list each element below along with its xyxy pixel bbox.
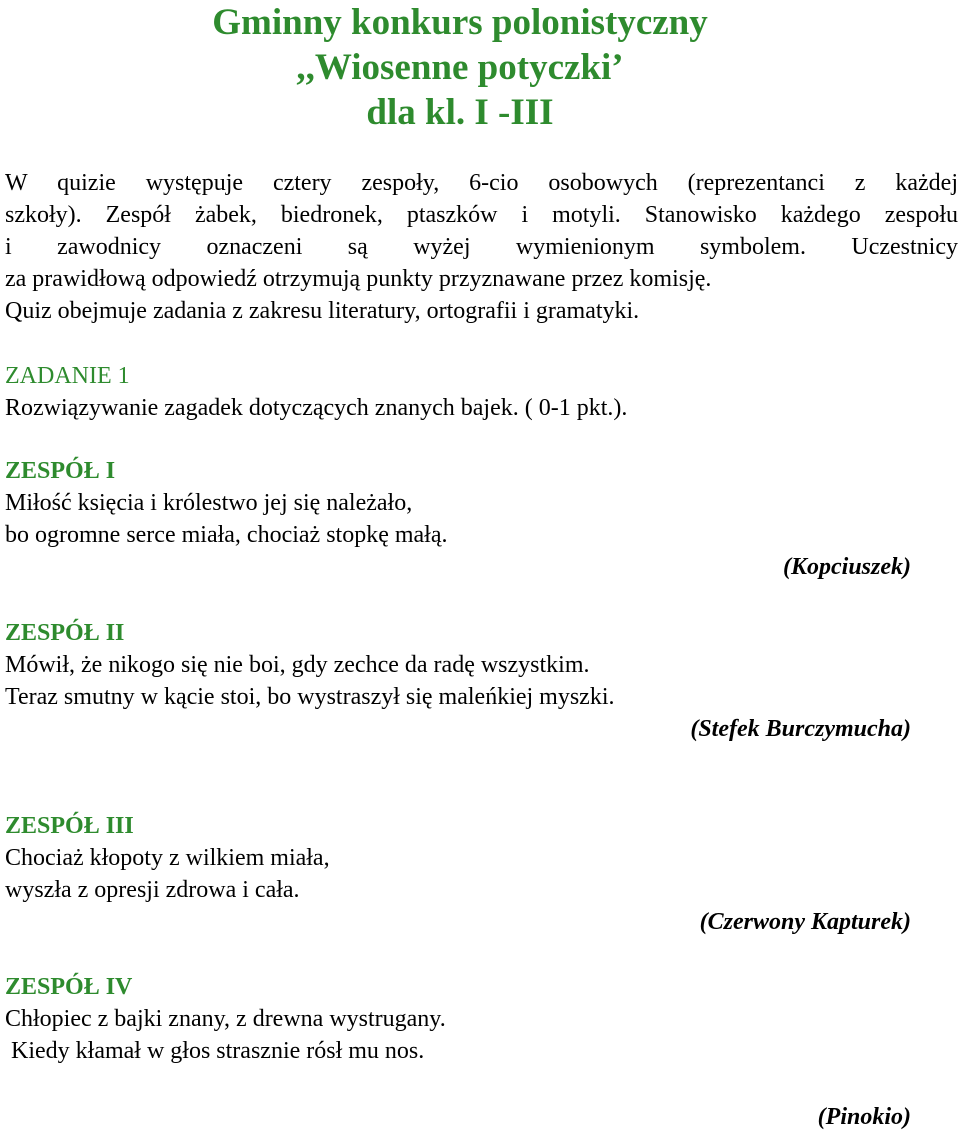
team-heading: ZESPÓŁ I <box>5 458 116 484</box>
team-section-1 <box>5 455 960 583</box>
team-section-3 <box>5 810 960 938</box>
team-heading: ZESPÓŁ III <box>5 813 134 839</box>
riddle-line: bo ogromne serce miała, chociaż stopkę małą. <box>5 522 448 548</box>
riddle-line: Miłość księcia i królestwo jej się należało, <box>5 490 413 516</box>
intro-line: i zawodnicy oznaczeni są wyżej wymienionym symbolem. Uczestnicy <box>5 234 958 260</box>
riddle-line: Chociaż kłopoty z wilkiem miała, <box>5 845 330 871</box>
title-line-3: dla kl. I -III <box>366 92 554 133</box>
intro-paragraph <box>5 167 958 327</box>
task-heading: ZADANIE 1 <box>5 363 130 389</box>
intro-line: Quiz obejmuje zadania z zakresu literatury, ortografii i gramatyki. <box>5 298 640 324</box>
riddle-line: Kiedy kłamał w głos strasznie rósł mu nos. <box>5 1038 425 1064</box>
team-section-2 <box>5 617 960 745</box>
riddle-line: Chłopiec z bajki znany, z drewna wystrugany. <box>5 1006 446 1032</box>
riddle-line: Teraz smutny w kącie stoi, bo wystraszył się maleńkiej myszki. <box>5 684 615 710</box>
team-heading: ZESPÓŁ II <box>5 620 125 646</box>
riddle-line: Mówił, że nikogo się nie boi, gdy zechce da radę wszystkim. <box>5 652 590 678</box>
intro-line: za prawidłową odpowiedź otrzymują punkty przyznawane przez komisję. <box>5 266 712 292</box>
riddle-line: wyszła z opresji zdrowa i cała. <box>5 877 300 903</box>
riddle-answer: (Pinokio) <box>817 1104 911 1130</box>
intro-line: szkoły). Zespół żabek, biedronek, ptaszków i motyli. Stanowisko każdego zespołu <box>5 202 958 228</box>
intro-line: W quizie występuje cztery zespoły, 6-cio osobowych (reprezentanci z każdej <box>5 170 958 196</box>
task-description: Rozwiązywanie zagadek dotyczących znanych bajek. ( 0-1 pkt.). <box>5 395 628 421</box>
team-section-4 <box>5 971 960 1133</box>
title-line-1: Gminny konkurs polonistyczny <box>212 2 708 43</box>
title-line-2: ,,Wiosenne potyczki’ <box>296 47 624 88</box>
riddle-answer: (Czerwony Kapturek) <box>699 909 911 935</box>
riddle-answer: (Stefek Burczymucha) <box>690 716 911 742</box>
task-section <box>5 360 960 424</box>
riddle-answer: (Kopciuszek) <box>783 554 911 580</box>
team-heading: ZESPÓŁ IV <box>5 974 133 1000</box>
